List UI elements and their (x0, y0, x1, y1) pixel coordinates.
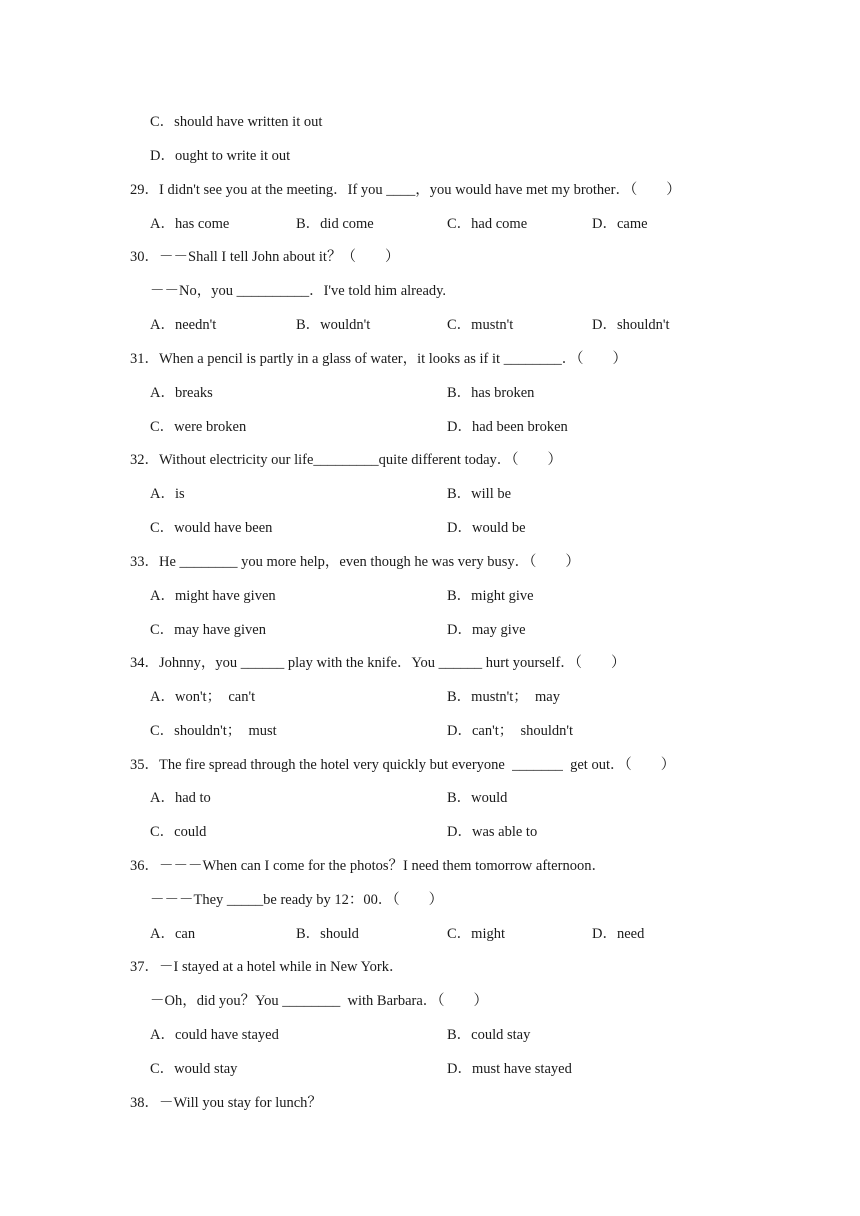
option-b: B．will be (447, 486, 512, 502)
option-b: B．would (447, 790, 508, 806)
question-38: 38．－Will you stay for lunch？ (130, 1095, 322, 1111)
option-c: C．should have written it out (150, 114, 323, 130)
question-36-reply: －－－They _____be ready by 12：00．（ ） (150, 892, 444, 908)
question-30-reply: －－No，you __________．I've told him already. (150, 283, 447, 299)
option-a: A．might have given (150, 588, 276, 604)
option-d: D．would be (447, 520, 526, 536)
option-b: B．did come (296, 216, 374, 232)
option-d: D．may give (447, 622, 526, 638)
option-a: A．has come (150, 216, 230, 232)
question-29: 29．I didn't see you at the meeting．If you ____，you would have met my brother．（ ） (130, 182, 681, 198)
question-31: 31．When a pencil is partly in a glass of water，it looks as if it ________．（ ） (130, 351, 627, 367)
option-c: C．mustn't (447, 317, 514, 333)
option-d: D．ought to write it out (150, 148, 291, 164)
option-a: A．needn't (150, 317, 217, 333)
option-c: C．shouldn't； must (150, 723, 277, 739)
option-d: D．came (592, 216, 648, 232)
question-32: 32．Without electricity our life_________quite different today．（ ） (130, 452, 563, 468)
option-a: A．breaks (150, 385, 213, 401)
option-d: D．need (592, 926, 645, 942)
option-d: D．had been broken (447, 419, 568, 435)
option-a: A．had to (150, 790, 211, 806)
question-37: 37．－I stayed at a hotel while in New York． (130, 959, 404, 975)
option-b: B．mustn't； may (447, 689, 560, 705)
option-d: D．must have stayed (447, 1061, 572, 1077)
option-c: C．might (447, 926, 506, 942)
option-a: A．could have stayed (150, 1027, 279, 1043)
option-d: D．was able to (447, 824, 538, 840)
option-b: B．has broken (447, 385, 535, 401)
question-35: 35．The fire spread through the hotel very quickly but everyone _______ get out．（ ） (130, 757, 676, 773)
option-c: C．were broken (150, 419, 247, 435)
option-c: C．could (150, 824, 207, 840)
option-c: C．had come (447, 216, 528, 232)
question-34: 34．Johnny，you ______ play with the knife．You ______ hurt yourself．（ ） (130, 655, 626, 671)
question-36: 36．－－－When can I come for the photos？I need them tomorrow afternoon． (130, 858, 606, 874)
option-c: C．would have been (150, 520, 273, 536)
question-37-reply: －Oh，did you？You ________ with Barbara．（ ） (150, 993, 489, 1009)
option-a: A．is (150, 486, 185, 502)
option-b: B．might give (447, 588, 534, 604)
question-30: 30．－－Shall I tell John about it？（ ） (130, 249, 400, 265)
option-d: D．can't； shouldn't (447, 723, 574, 739)
option-b: B．wouldn't (296, 317, 371, 333)
option-a: A．can (150, 926, 196, 942)
option-a: A．won't； can't (150, 689, 256, 705)
question-33: 33．He ________ you more help，even though he was very busy．（ ） (130, 554, 580, 570)
option-b: B．should (296, 926, 359, 942)
option-b: B．could stay (447, 1027, 531, 1043)
option-c: C．would stay (150, 1061, 238, 1077)
option-d: D．shouldn't (592, 317, 670, 333)
option-c: C．may have given (150, 622, 266, 638)
